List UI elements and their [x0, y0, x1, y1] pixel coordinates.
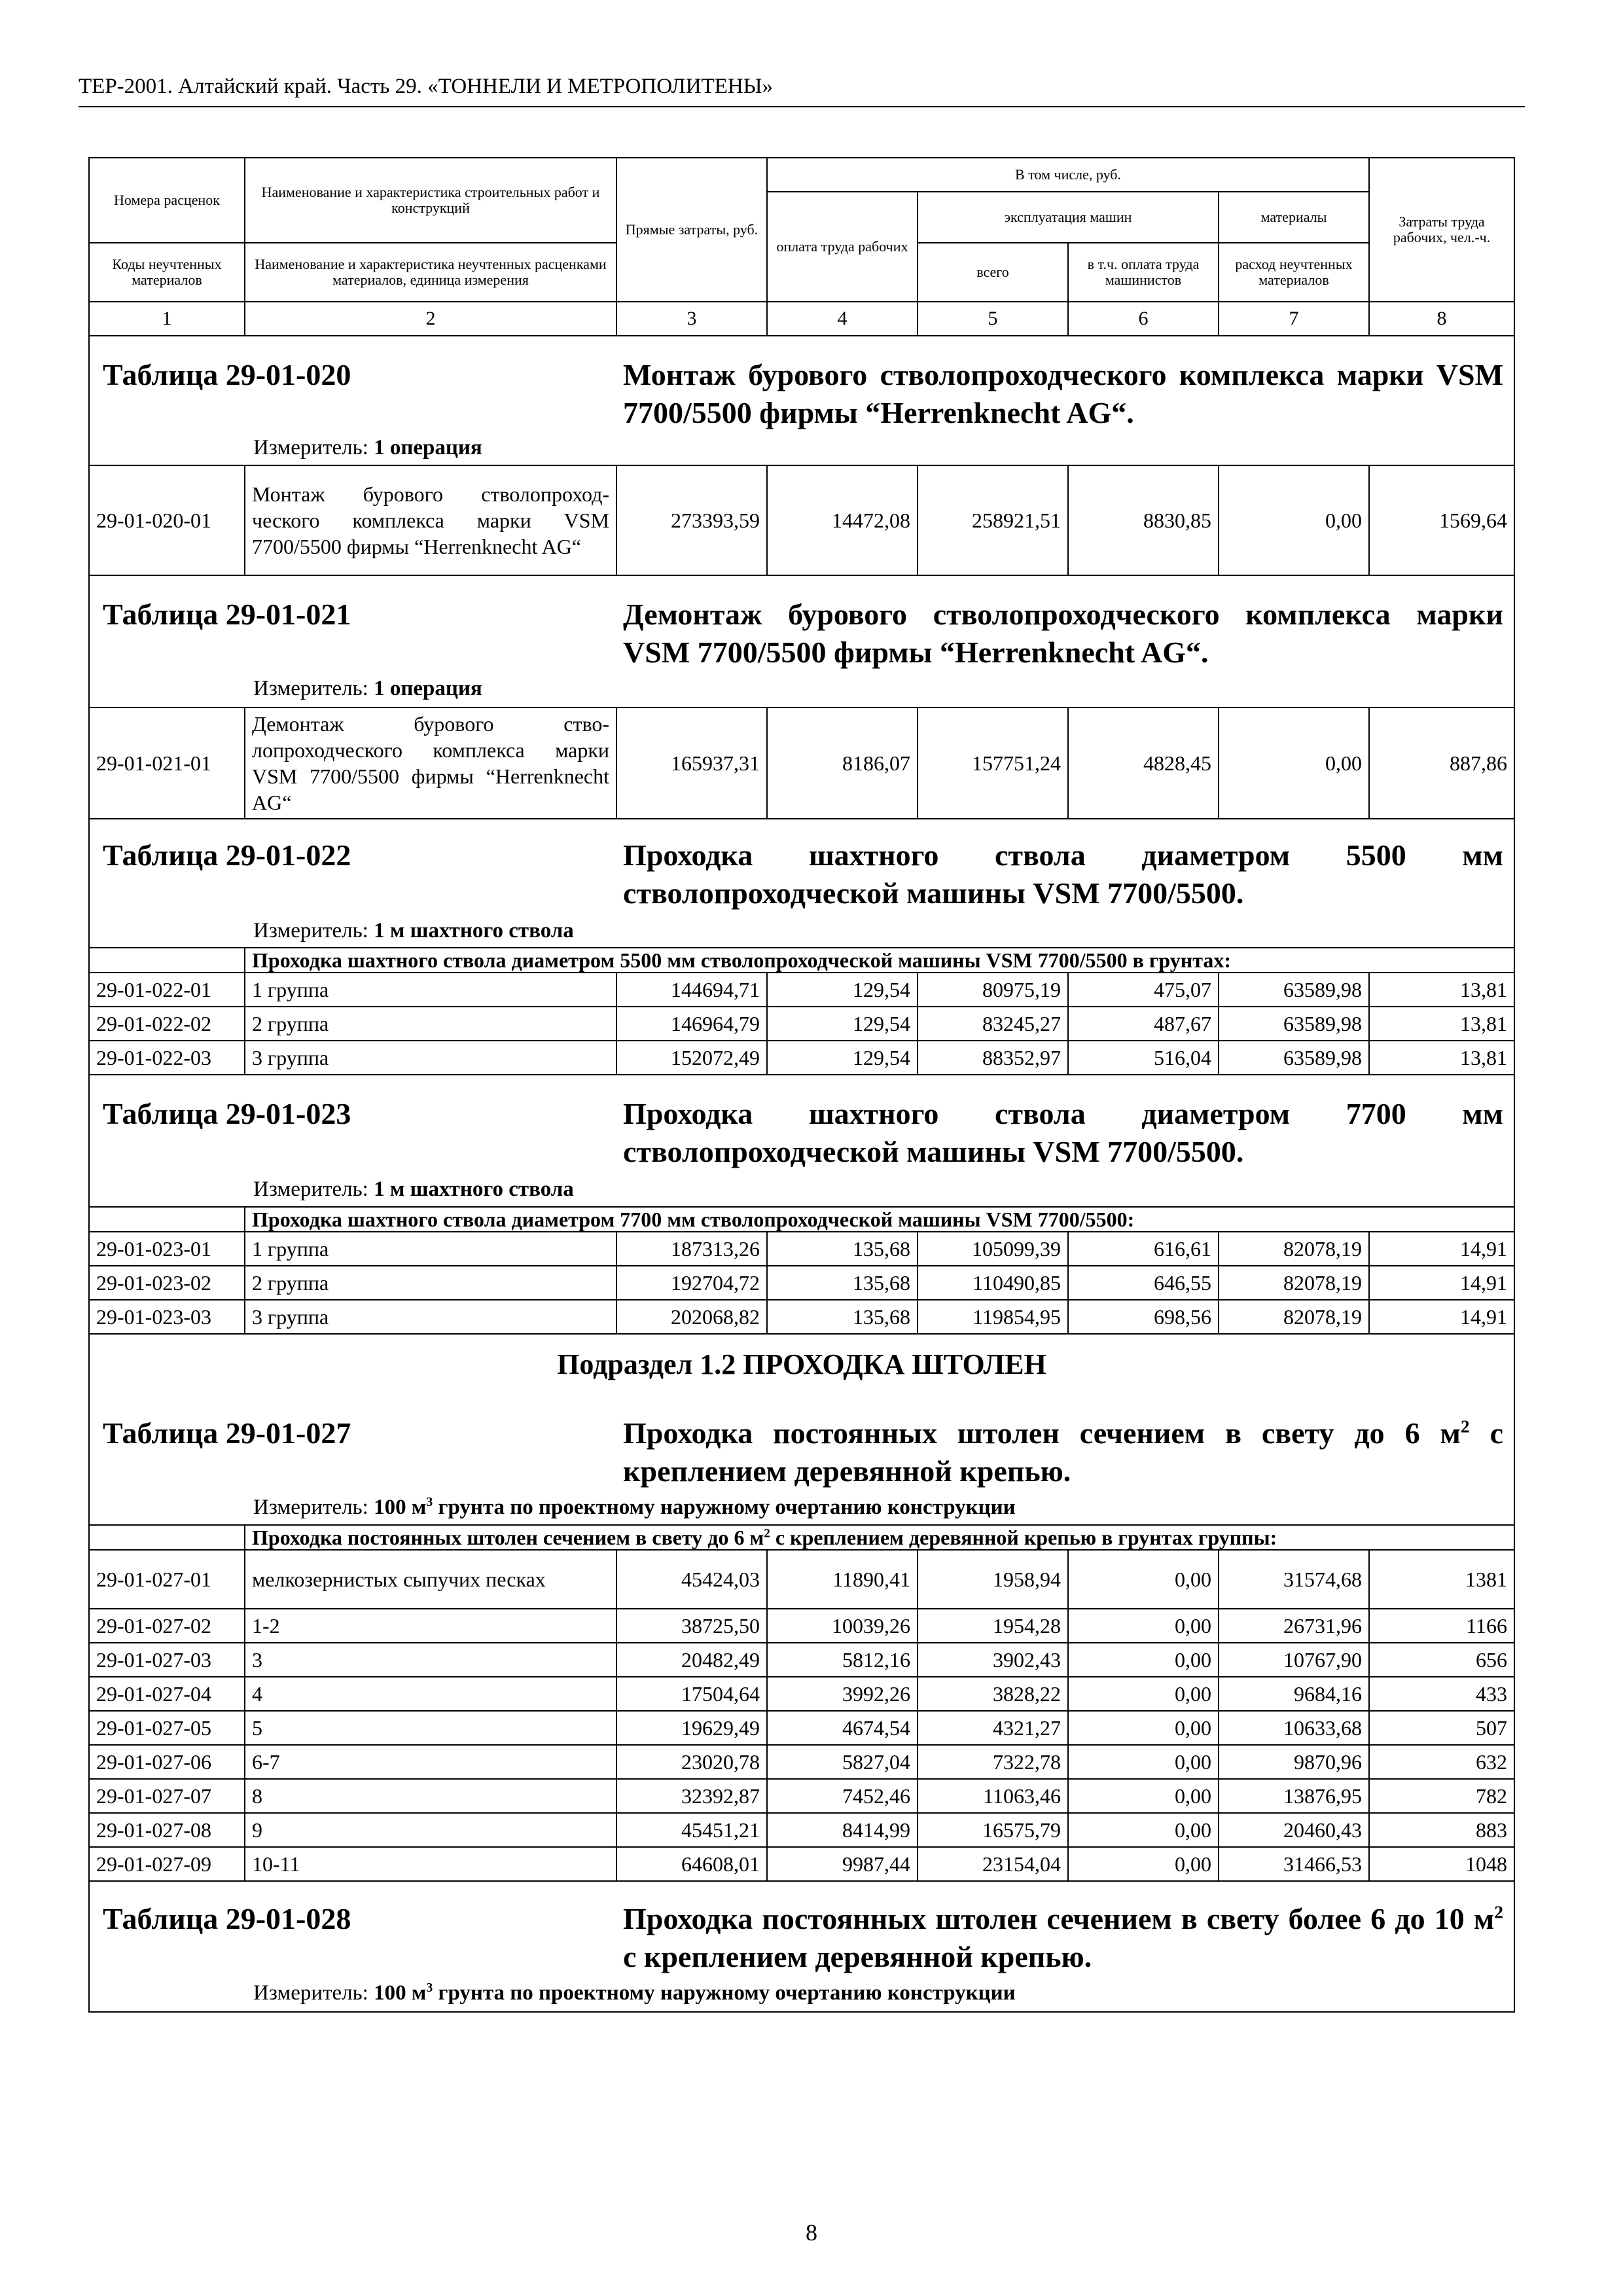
direct-cost: 32392,87: [616, 1779, 767, 1813]
machine-cost: 4321,27: [918, 1711, 1068, 1745]
machinist-labor: 0,00: [1068, 1643, 1219, 1677]
measure: Измеритель: 1 операция: [253, 436, 482, 459]
table-label: Таблица 29-01-027: [103, 1416, 351, 1450]
col1-header-bottom: Коды неучтенных материалов: [89, 243, 245, 302]
group-header: Проходка шахтного ствола диаметром 7700 мм стволопроходческой машины VSM 7700/5500:: [245, 1207, 1514, 1232]
table-label: Таблица 29-01-023: [103, 1097, 351, 1130]
col5-header: всего: [918, 243, 1068, 302]
col-number: 7: [1219, 302, 1369, 336]
labor-cost: 9987,44: [767, 1847, 918, 1881]
col2-header-top: Наименование и характеристика строительных работ и конструкций: [245, 158, 616, 243]
table-section-022: [90, 819, 1514, 947]
labor-hours: 1048: [1369, 1847, 1514, 1881]
direct-cost: 38725,50: [616, 1609, 767, 1643]
labor-cost: 129,54: [767, 1007, 918, 1041]
col-number: 6: [1068, 302, 1219, 336]
labor-cost: 10039,26: [767, 1609, 918, 1643]
materials-cost: 9684,16: [1219, 1677, 1369, 1711]
col-number: 5: [918, 302, 1068, 336]
labor-cost: 5827,04: [767, 1745, 918, 1779]
table-title: Проходка шахтного ствола диаметром 5500 мм стволопроходческой машины VSM 7700/5500.: [623, 838, 1503, 910]
direct-cost: 152072,49: [616, 1041, 767, 1075]
materials-cost: 13876,95: [1219, 1779, 1369, 1813]
rate-code: 29-01-027-01: [89, 1550, 245, 1609]
labor-hours: 656: [1369, 1643, 1514, 1677]
labor-cost: 3992,26: [767, 1677, 918, 1711]
col-number: 1: [89, 302, 245, 336]
rate-name: 1 группа: [245, 1232, 616, 1266]
labor-cost: 7452,46: [767, 1779, 918, 1813]
machine-cost: 23154,04: [918, 1847, 1068, 1881]
machinist-labor: 0,00: [1068, 1711, 1219, 1745]
rate-code: 29-01-020-01: [89, 465, 245, 575]
machinist-labor: 646,55: [1068, 1266, 1219, 1300]
labor-cost: 11890,41: [767, 1550, 918, 1609]
table-title: Монтаж бурового стволопроходческого комплекса марки VSM 7700/5500 фирмы “Herrenknecht AG“.: [623, 358, 1503, 429]
machinist-labor: 0,00: [1068, 1813, 1219, 1847]
rate-code: 29-01-027-07: [89, 1779, 245, 1813]
labor-cost: 129,54: [767, 973, 918, 1007]
table-section-027: [90, 1335, 1514, 1524]
col4-header: оплата труда рабочих: [767, 192, 918, 302]
col1-header-top: Номера расценок: [89, 158, 245, 243]
rate-name: мелкозернистых сыпучих песках: [245, 1550, 616, 1609]
table-section-023: [90, 1075, 1514, 1206]
machine-cost: 11063,46: [918, 1779, 1068, 1813]
labor-cost: 8414,99: [767, 1813, 918, 1847]
direct-cost: 187313,26: [616, 1232, 767, 1266]
rate-code: 29-01-027-05: [89, 1711, 245, 1745]
direct-cost: 144694,71: [616, 973, 767, 1007]
rate-code: 29-01-027-09: [89, 1847, 245, 1881]
labor-hours: 507: [1369, 1711, 1514, 1745]
machine-cost: 3902,43: [918, 1643, 1068, 1677]
materials-header: материалы: [1219, 192, 1369, 243]
machine-cost: 7322,78: [918, 1745, 1068, 1779]
table-section-028: [90, 1882, 1514, 2011]
materials-cost: 63589,98: [1219, 1041, 1369, 1075]
materials-cost: 9870,96: [1219, 1745, 1369, 1779]
rate-code: 29-01-023-03: [89, 1300, 245, 1334]
machine-cost: 119854,95: [918, 1300, 1068, 1334]
table-title: Демонтаж бурового стволопроходческого комплекса марки VSM 7700/5500 фирмы “Herrenknecht AG“.: [623, 598, 1503, 669]
direct-cost: 45424,03: [616, 1550, 767, 1609]
materials-cost: 63589,98: [1219, 1007, 1369, 1041]
rate-name: 1-2: [245, 1609, 616, 1643]
group-header: Проходка постоянных штолен сечением в свету до 6 $м^2$ с креплением деревянной крепью в грунтах группы:: [245, 1525, 1514, 1550]
group-header: Проходка шахтного ствола диаметром 5500 мм стволопроходческой машины VSM 7700/5500 в грунтах:: [245, 948, 1514, 973]
measure: Измеритель: 100 $м^3$ грунта по проектному наружному очертанию конструкции: [253, 1981, 1016, 2005]
rate-code: 29-01-023-01: [89, 1232, 245, 1266]
rate-code: 29-01-021-01: [89, 708, 245, 819]
rate-name: Демонтаж бурового ство-лопроходческого комплекса марки VSM 7700/5500 фирмы “Herrenknecht AG“: [245, 708, 616, 819]
col3-header: Прямые затраты, руб.: [616, 158, 767, 302]
direct-cost: 20482,49: [616, 1643, 767, 1677]
labor-hours: 14,91: [1369, 1266, 1514, 1300]
rate-code: 29-01-027-08: [89, 1813, 245, 1847]
machine-cost: 83245,27: [918, 1007, 1068, 1041]
machinist-labor: 516,04: [1068, 1041, 1219, 1075]
machine-cost: 258921,51: [918, 465, 1068, 575]
table-title: Проходка постоянных штолен сечением в свету более 6 до 10 $м^2$ с креплением деревянной крепью.: [623, 1901, 1503, 1973]
materials-cost: 31466,53: [1219, 1847, 1369, 1881]
table-section-020: [90, 336, 1514, 465]
rate-code: 29-01-022-01: [89, 973, 245, 1007]
rate-name: 3 группа: [245, 1300, 616, 1334]
machinist-labor: 4828,45: [1068, 708, 1219, 819]
rate-name: 10-11: [245, 1847, 616, 1881]
materials-cost: 10767,90: [1219, 1643, 1369, 1677]
direct-cost: 19629,49: [616, 1711, 767, 1745]
rate-code: 29-01-027-04: [89, 1677, 245, 1711]
machinist-labor: 475,07: [1068, 973, 1219, 1007]
labor-hours: 13,81: [1369, 1007, 1514, 1041]
machine-cost: 3828,22: [918, 1677, 1068, 1711]
labor-hours: 1166: [1369, 1609, 1514, 1643]
rate-name: 2 группа: [245, 1007, 616, 1041]
direct-cost: 64608,01: [616, 1847, 767, 1881]
materials-cost: 20460,43: [1219, 1813, 1369, 1847]
rate-name: 3 группа: [245, 1041, 616, 1075]
direct-cost: 273393,59: [616, 465, 767, 575]
machine-cost: 1958,94: [918, 1550, 1068, 1609]
labor-cost: 5812,16: [767, 1643, 918, 1677]
measure: Измеритель: 100 $м^3$ грунта по проектному наружному очертанию конструкции: [253, 1495, 1016, 1519]
col-number: 8: [1369, 302, 1514, 336]
table-title: Проходка шахтного ствола диаметром 7700 мм стволопроходческой машины VSM 7700/5500.: [623, 1097, 1503, 1168]
including-header: В том числе, руб.: [767, 158, 1369, 192]
labor-cost: 135,68: [767, 1266, 918, 1300]
table-label: Таблица 29-01-028: [103, 1902, 351, 1935]
labor-hours: 14,91: [1369, 1232, 1514, 1266]
machine-cost: 157751,24: [918, 708, 1068, 819]
materials-cost: 82078,19: [1219, 1300, 1369, 1334]
machine-cost: 16575,79: [918, 1813, 1068, 1847]
materials-cost: 10633,68: [1219, 1711, 1369, 1745]
table-title: Проходка постоянных штолен сечением в свету до 6 $м^2$ с креплением деревянной крепью.: [623, 1416, 1503, 1488]
machinist-labor: 0,00: [1068, 1745, 1219, 1779]
direct-cost: 202068,82: [616, 1300, 767, 1334]
labor-hours: 883: [1369, 1813, 1514, 1847]
col7-header: расход неучтенных материалов: [1219, 243, 1369, 302]
table-section-021: [90, 576, 1514, 707]
direct-cost: 192704,72: [616, 1266, 767, 1300]
rates-table: [88, 157, 1515, 2013]
rate-code: 29-01-022-02: [89, 1007, 245, 1041]
materials-cost: 31574,68: [1219, 1550, 1369, 1609]
table-label: Таблица 29-01-022: [103, 838, 351, 872]
measure: Измеритель: 1 м шахтного ствола: [253, 919, 574, 942]
materials-cost: 0,00: [1219, 465, 1369, 575]
machinist-labor: 698,56: [1068, 1300, 1219, 1334]
materials-cost: 82078,19: [1219, 1232, 1369, 1266]
labor-hours: 1381: [1369, 1550, 1514, 1609]
labor-cost: 14472,08: [767, 465, 918, 575]
direct-cost: 165937,31: [616, 708, 767, 819]
rate-name: 9: [245, 1813, 616, 1847]
labor-hours: 14,91: [1369, 1300, 1514, 1334]
col2-header-bottom: Наименование и характеристика неучтенных расценками материалов, единица измерения: [245, 243, 616, 302]
col-number: 3: [616, 302, 767, 336]
machines-header: эксплуатация машин: [918, 192, 1219, 243]
labor-hours: 782: [1369, 1779, 1514, 1813]
rate-name: 1 группа: [245, 973, 616, 1007]
labor-hours: 433: [1369, 1677, 1514, 1711]
col-number: 4: [767, 302, 918, 336]
rate-name: 4: [245, 1677, 616, 1711]
labor-hours: 1569,64: [1369, 465, 1514, 575]
rate-code: 29-01-022-03: [89, 1041, 245, 1075]
col8-header: Затраты труда рабочих, чел.-ч.: [1369, 158, 1514, 302]
rate-code: 29-01-027-02: [89, 1609, 245, 1643]
rate-name: 3: [245, 1643, 616, 1677]
direct-cost: 23020,78: [616, 1745, 767, 1779]
rate-name: 8: [245, 1779, 616, 1813]
direct-cost: 17504,64: [616, 1677, 767, 1711]
page-header: ТЕР-2001. Алтайский край. Часть 29. «ТОННЕЛИ И МЕТРОПОЛИТЕНЫ»: [79, 75, 774, 98]
direct-cost: 45451,21: [616, 1813, 767, 1847]
machinist-labor: 0,00: [1068, 1677, 1219, 1711]
machine-cost: 110490,85: [918, 1266, 1068, 1300]
materials-cost: 63589,98: [1219, 973, 1369, 1007]
subsection-title: Подраздел 1.2 ПРОХОДКА ШТОЛЕН: [557, 1348, 1046, 1380]
machine-cost: 1954,28: [918, 1609, 1068, 1643]
materials-cost: 0,00: [1219, 708, 1369, 819]
labor-cost: 135,68: [767, 1232, 918, 1266]
direct-cost: 146964,79: [616, 1007, 767, 1041]
rate-code: 29-01-027-03: [89, 1643, 245, 1677]
labor-hours: 632: [1369, 1745, 1514, 1779]
measure: Измеритель: 1 операция: [253, 677, 482, 700]
rate-code: 29-01-023-02: [89, 1266, 245, 1300]
rate-name: 5: [245, 1711, 616, 1745]
col6-header: в т.ч. оплата труда машинистов: [1068, 243, 1219, 302]
machine-cost: 88352,97: [918, 1041, 1068, 1075]
machinist-labor: 487,67: [1068, 1007, 1219, 1041]
labor-hours: 13,81: [1369, 973, 1514, 1007]
col-number: 2: [245, 302, 616, 336]
machinist-labor: 0,00: [1068, 1779, 1219, 1813]
machine-cost: 105099,39: [918, 1232, 1068, 1266]
labor-cost: 4674,54: [767, 1711, 918, 1745]
machinist-labor: 0,00: [1068, 1550, 1219, 1609]
rate-name: 6-7: [245, 1745, 616, 1779]
machinist-labor: 0,00: [1068, 1847, 1219, 1881]
measure: Измеритель: 1 м шахтного ствола: [253, 1177, 574, 1201]
materials-cost: 82078,19: [1219, 1266, 1369, 1300]
labor-cost: 8186,07: [767, 708, 918, 819]
rate-code: 29-01-027-06: [89, 1745, 245, 1779]
table-label: Таблица 29-01-021: [103, 598, 351, 631]
table-label: Таблица 29-01-020: [103, 358, 351, 391]
machinist-labor: 8830,85: [1068, 465, 1219, 575]
machinist-labor: 0,00: [1068, 1609, 1219, 1643]
labor-hours: 887,86: [1369, 708, 1514, 819]
labor-cost: 135,68: [767, 1300, 918, 1334]
rate-name: 2 группа: [245, 1266, 616, 1300]
rate-name: Монтаж бурового стволопроход-ческого комплекса марки VSM 7700/5500 фирмы “Herrenknecht AG“: [245, 465, 616, 575]
machinist-labor: 616,61: [1068, 1232, 1219, 1266]
machine-cost: 80975,19: [918, 973, 1068, 1007]
labor-hours: 13,81: [1369, 1041, 1514, 1075]
header-rule: [79, 106, 1525, 107]
labor-cost: 129,54: [767, 1041, 918, 1075]
page-number: 8: [806, 2219, 817, 2246]
materials-cost: 26731,96: [1219, 1609, 1369, 1643]
